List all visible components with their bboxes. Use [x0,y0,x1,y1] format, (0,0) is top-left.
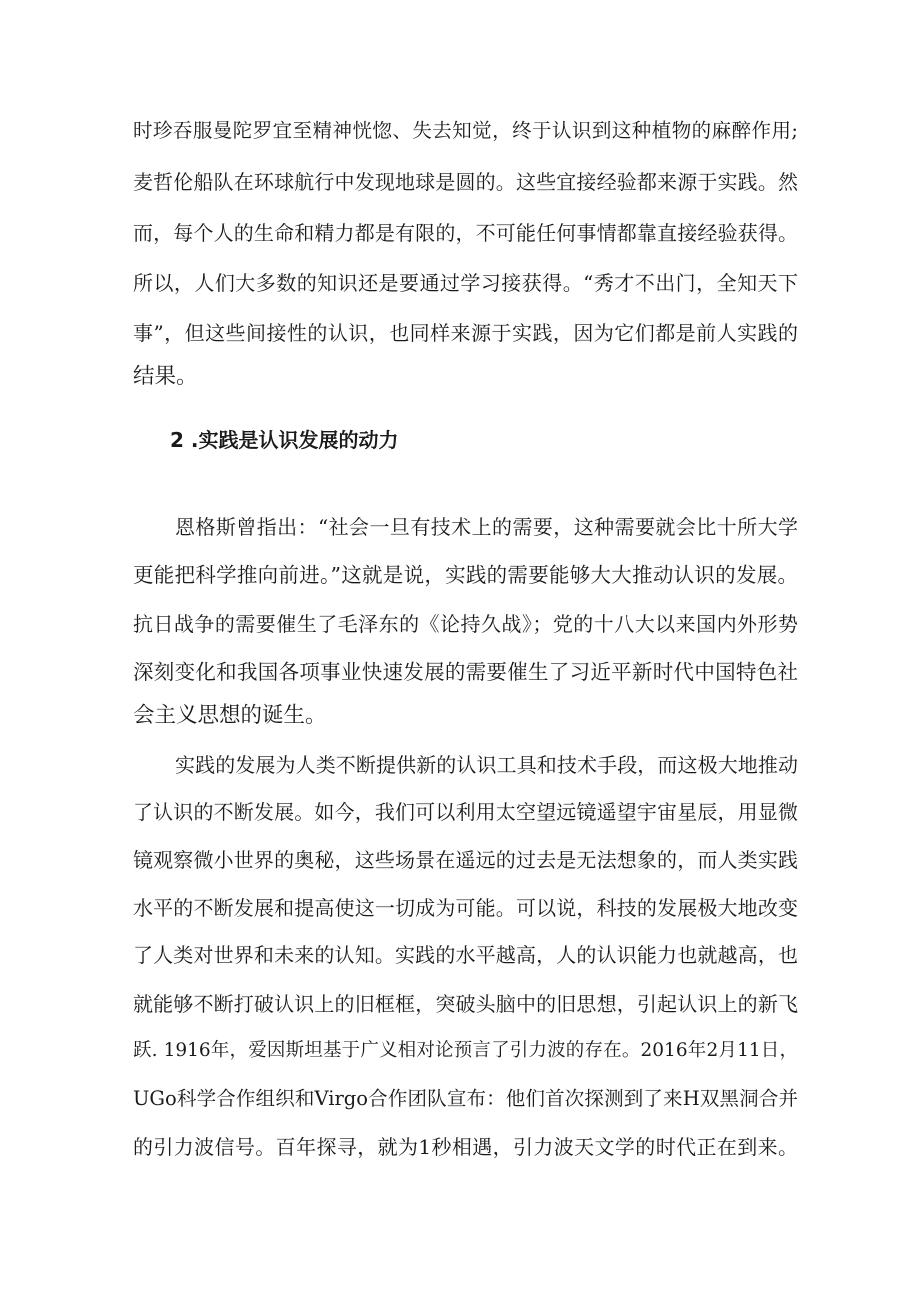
paragraph-3-line-7: 跃. 1916年，爱因斯坦基于广义相对论预言了引力波的存在。2016年2月11日， [133,1040,798,1061]
paragraph-3-line-8: UGo科学合作组织和Virgo合作团队宣布：他们首次探测到了来H双黑洞合并 [133,1087,798,1110]
paragraph-1-line-1: 时珍吞服曼陀罗宜至精神恍惚、失去知觉，终于认识到这种植物的麻醉作用; [133,119,798,142]
paragraph-1-line-5: 事”，但这些间接性的认识，也同样来源于实践，因为它们都是前人实践的 [133,321,798,345]
paragraph-1-line-3: 而，每个人的生命和精力都是有限的，不可能任何事情都靠直接经验获得。 [133,221,798,245]
paragraph-3-line-3: 镜观察微小世界的奥秘，这些场景在遥远的过去是无法想象的，而人类实践 [133,848,798,872]
paragraph-1-line-4: 所以，人们大多数的知识还是要通过学习接获得。“秀才不出门，全知天下 [133,271,798,295]
paragraph-1-line-2: 麦哲伦船队在环球航行中发现地球是圆的。这些宜接经验都来源于实践。然 [133,170,798,194]
paragraph-3-line-5: 了人类对世界和未来的认知。实践的水平越高，人的认识能力也就越高，也 [133,943,798,967]
paragraph-2-line-1: 恩格斯曾指出：“社会一旦有技术上的需要，这种需要就会比十所大学 [175,515,798,539]
paragraph-2-line-2: 更能把科学推向前进。”这就是说，实践的需要能够大大推动认识的发展。 [133,563,798,587]
paragraph-3-line-9: 的引力波信号。百年探寻，就为1秒相遇，引力波天文学的时代正在到来。 [133,1135,798,1159]
paragraph-2-line-5: 会主义思想的诞生。 [133,703,327,728]
paragraph-1-line-6: 结果。 [133,364,198,389]
paragraph-3-line-6: 就能够不断打破认识上的旧框框，突破头脑中的旧思想，引起认识上的新飞 [133,992,798,1016]
paragraph-3-line-2: 了认识的不断发展。如今，我们可以利用太空望远镜遥望宇宙星辰，用显微 [133,800,798,824]
section-heading: 2 .实践是认识发展的动力 [170,428,399,452]
paragraph-3-line-1: 实践的发展为人类不断提供新的认识工具和技术手段，而这极大地推动 [175,753,798,777]
paragraph-3-line-4: 水平的不断发展和提高使这一切成为可能。可以说，科技的发展极大地改变 [133,896,798,920]
paragraph-2-line-3: 抗日战争的需要催生了毛泽东的《论持久战》；党的十八大以来国内外形势 [133,612,798,636]
paragraph-2-line-4: 深刻变化和我国各项事业快速发展的需要催生了习近平新时代中国特色社 [133,660,798,684]
